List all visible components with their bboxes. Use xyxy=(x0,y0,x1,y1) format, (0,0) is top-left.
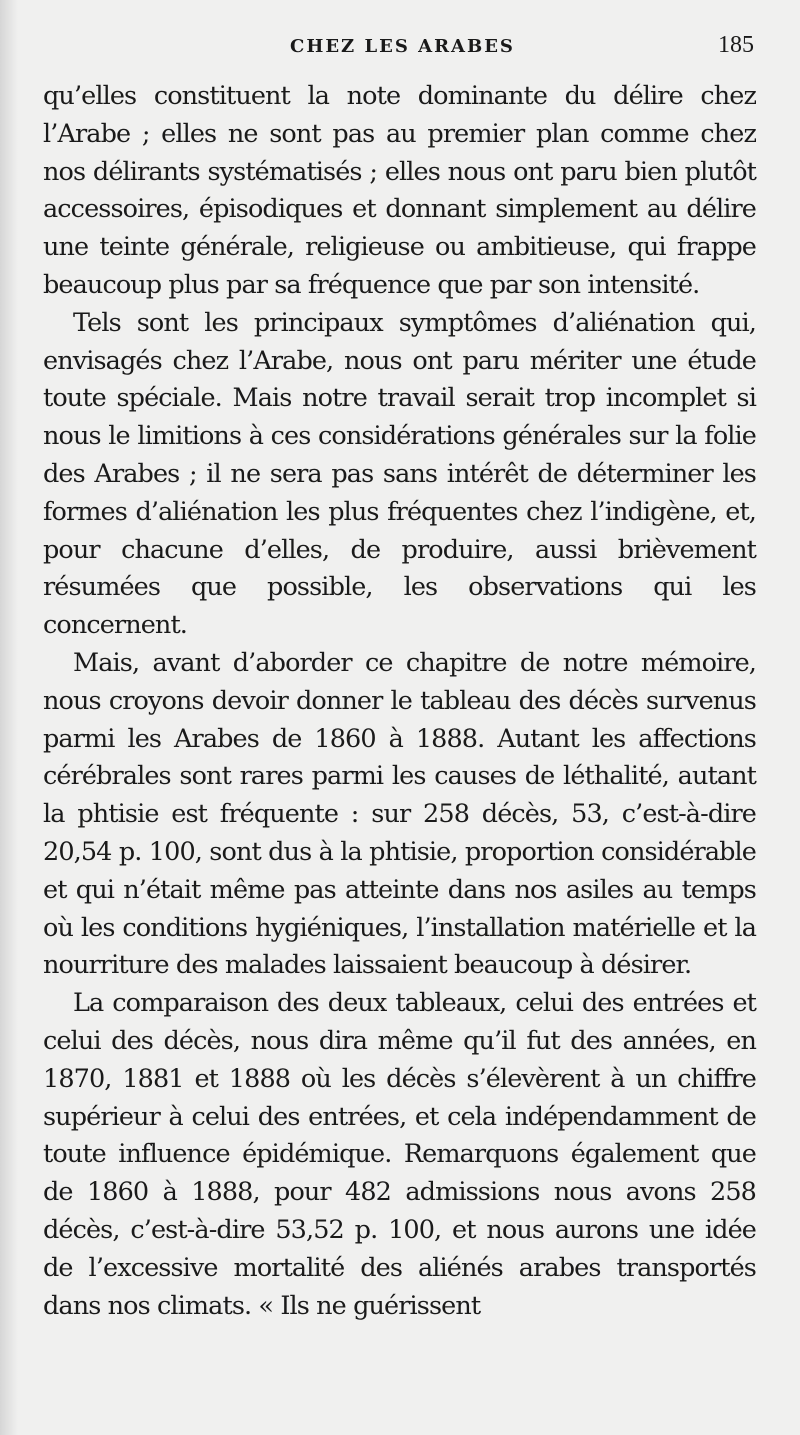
page-gutter-shadow xyxy=(0,0,18,1435)
paragraph-3: Mais, avant d’aborder ce chapitre de notre mémoire, nous croyons devoir donner le tableau des décès survenus parmi les Arabes de 1860 à 1888. Autant les affections cérébrales sont rares parmi les causes de léthalité, autant la phtisie est fréquente : sur 258 décès, 53, c’est-à-dire 20,54 p. 100, sont dus à la phtisie, proportion considérable et qui n’était même pas atteinte dans nos asiles au temps où les conditions hygiéniques, l’installation matérielle et la nourriture des malades laissaient beaucoup à désirer. xyxy=(43,647,756,981)
paragraph-1: qu’elles constituent la note dominante du délire chez l’Arabe ; elles ne sont pas au premier plan comme chez nos délirants systématisés ; elles nous ont paru bien plutôt accessoires, épisodiques et donnant simplement au délire une teinte générale, religieuse ou ambitieuse, qui frappe beaucoup plus par sa fréquence que par son intensité. xyxy=(43,81,756,300)
paragraph-4: La comparaison des deux tableaux, celui des entrées et celui des décès, nous dira même qu’il fut des années, en 1870, 1881 et 1888 où les décès s’élevèrent à un chiffre supérieur à celui des entrées, et cela indépendamment de toute influence épidémique. Remarquons également que de 1860 à 1888, pour 482 admissions nous avons 258 décès, c’est-à-dire 53,52 p. 100, et nous aurons une idée de l’excessive mortalité des aliénés arabes transportés dans nos climats. « Ils ne guérissent xyxy=(43,988,756,1321)
running-title: CHEZ LES ARABES xyxy=(290,36,515,57)
body-text xyxy=(43,78,756,1325)
page-number: 185 xyxy=(718,32,754,58)
paragraph-2: Tels sont les principaux symptômes d’aliénation qui, envisagés chez l’Arabe, nous ont paru mériter une étude toute spéciale. Mais notre travail serait trop incomplet si nous le limitions à ces considérations générales sur la folie des Arabes ; il ne sera pas sans intérêt de déterminer les formes d’aliénation les plus fréquentes chez l’indigène, et, pour chacune d’elles, de produire, aussi brièvement résumées que possible, les observations qui les concernent. xyxy=(43,307,756,641)
page-header xyxy=(0,30,800,70)
